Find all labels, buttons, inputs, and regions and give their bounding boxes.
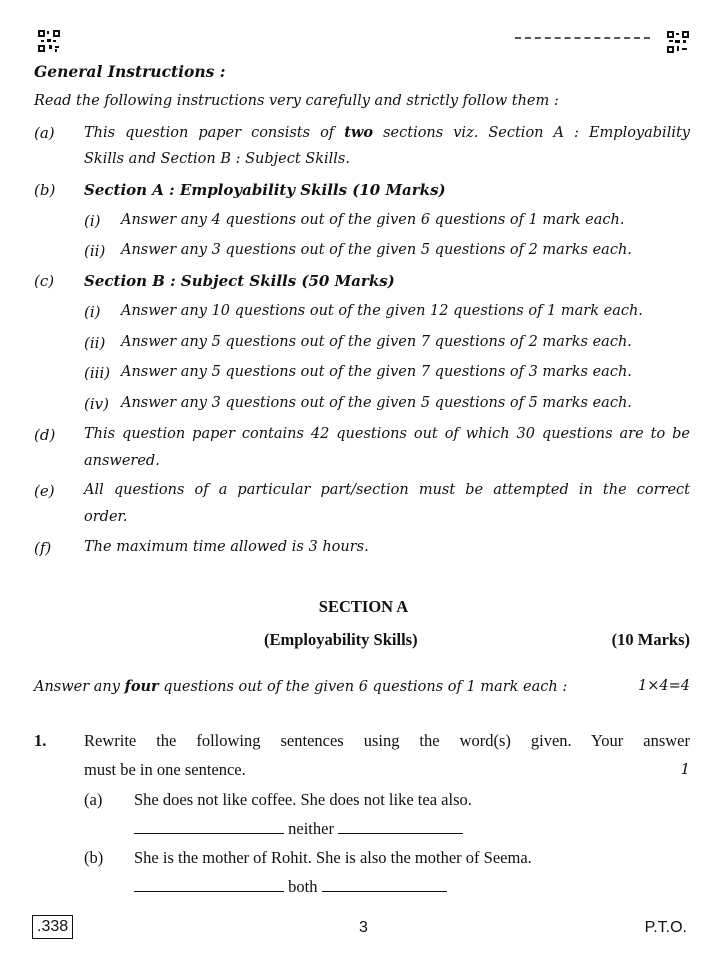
item-d-line2: answered. — [84, 453, 160, 469]
qr-code-icon — [667, 31, 689, 53]
instructions-title: General Instructions : — [34, 62, 226, 81]
text: questions out of the given 6 questions of 1 mark each : — [163, 679, 568, 695]
answer-line-a — [134, 819, 463, 839]
item-label: (c) — [34, 272, 55, 290]
text: sections viz. Section A : Employability — [383, 125, 690, 141]
blank-line — [338, 821, 463, 834]
section-instruction — [34, 678, 567, 695]
subitem-text: Answer any 3 questions out of the given 5 questions of 2 marks each. — [121, 242, 632, 258]
subitem-label: (iii) — [84, 364, 111, 382]
subitem-label: (ii) — [84, 334, 106, 352]
item-label: (e) — [34, 482, 55, 500]
subquestion-text: She is the mother of Rohit. She is also the mother of Seema. — [134, 848, 532, 867]
subitem-text: Answer any 10 questions out of the given 12 questions of 1 mark each. — [121, 303, 643, 319]
subitem-label: (i) — [84, 303, 101, 321]
subquestion-label: (b) — [84, 848, 104, 867]
subitem-label: (i) — [84, 212, 101, 230]
subitem-label: (iv) — [84, 395, 109, 413]
header-rule — [515, 37, 650, 39]
blank-line — [134, 879, 284, 892]
item-label: (a) — [34, 124, 55, 142]
item-a-line2: Skills and Section B : Subject Skills. — [84, 151, 350, 167]
answer-line-b — [134, 877, 447, 897]
emphasis: two — [344, 124, 374, 141]
blank-line — [322, 879, 447, 892]
item-label: (d) — [34, 426, 56, 444]
subquestion-text: She does not like coffee. She does not like tea also. — [134, 790, 472, 809]
instructions-intro: Read the following instructions very carefully and strictly follow them : — [34, 93, 559, 109]
text: This question paper consists of — [84, 125, 335, 141]
section-subtitle: (Employability Skills) — [264, 630, 418, 649]
item-a-line1 — [84, 124, 690, 141]
question-text-line1: Rewrite the following sentences using the word(s) given. Your answer — [84, 731, 690, 750]
section-marks: (10 Marks) — [611, 630, 690, 649]
subitem-text: Answer any 5 questions out of the given 7 questions of 2 marks each. — [121, 334, 632, 350]
item-e-line2: order. — [84, 509, 128, 525]
item-label: (f) — [34, 539, 52, 557]
section-b-heading: Section B : Subject Skills (50 Marks) — [84, 272, 395, 290]
section-a-heading: Section A : Employability Skills (10 Marks) — [84, 181, 446, 199]
pto-label: P.T.O. — [644, 919, 687, 936]
emphasis: four — [124, 678, 159, 695]
question-marks: 1 — [680, 760, 690, 778]
text: Answer any — [34, 679, 120, 695]
blank-line — [134, 821, 284, 834]
subitem-text: Answer any 4 questions out of the given 6 questions of 1 mark each. — [121, 212, 625, 228]
section-instruction-marks: 1×4=4 — [638, 678, 690, 694]
subitem-text: Answer any 5 questions out of the given 7 questions of 3 marks each. — [121, 364, 632, 380]
paper-code: .338 — [32, 915, 73, 939]
item-f-text: The maximum time allowed is 3 hours. — [84, 539, 369, 555]
subquestion-label: (a) — [84, 790, 103, 809]
question-text-line2: must be in one sentence. — [84, 760, 246, 779]
page-number: 3 — [359, 919, 368, 936]
given-word: neither — [288, 819, 334, 838]
subitem-label: (ii) — [84, 242, 106, 260]
item-label: (b) — [34, 181, 56, 199]
question-number: 1. — [34, 731, 47, 750]
subitem-text: Answer any 3 questions out of the given 5 questions of 5 marks each. — [121, 395, 632, 411]
qr-code-icon — [38, 30, 60, 52]
item-e-line1: All questions of a particular part/section must be attempted in the correct — [84, 482, 690, 498]
item-d-line1: This question paper contains 42 questions out of which 30 questions are to be — [84, 426, 690, 442]
given-word: both — [288, 877, 318, 896]
section-title: SECTION A — [318, 597, 409, 616]
